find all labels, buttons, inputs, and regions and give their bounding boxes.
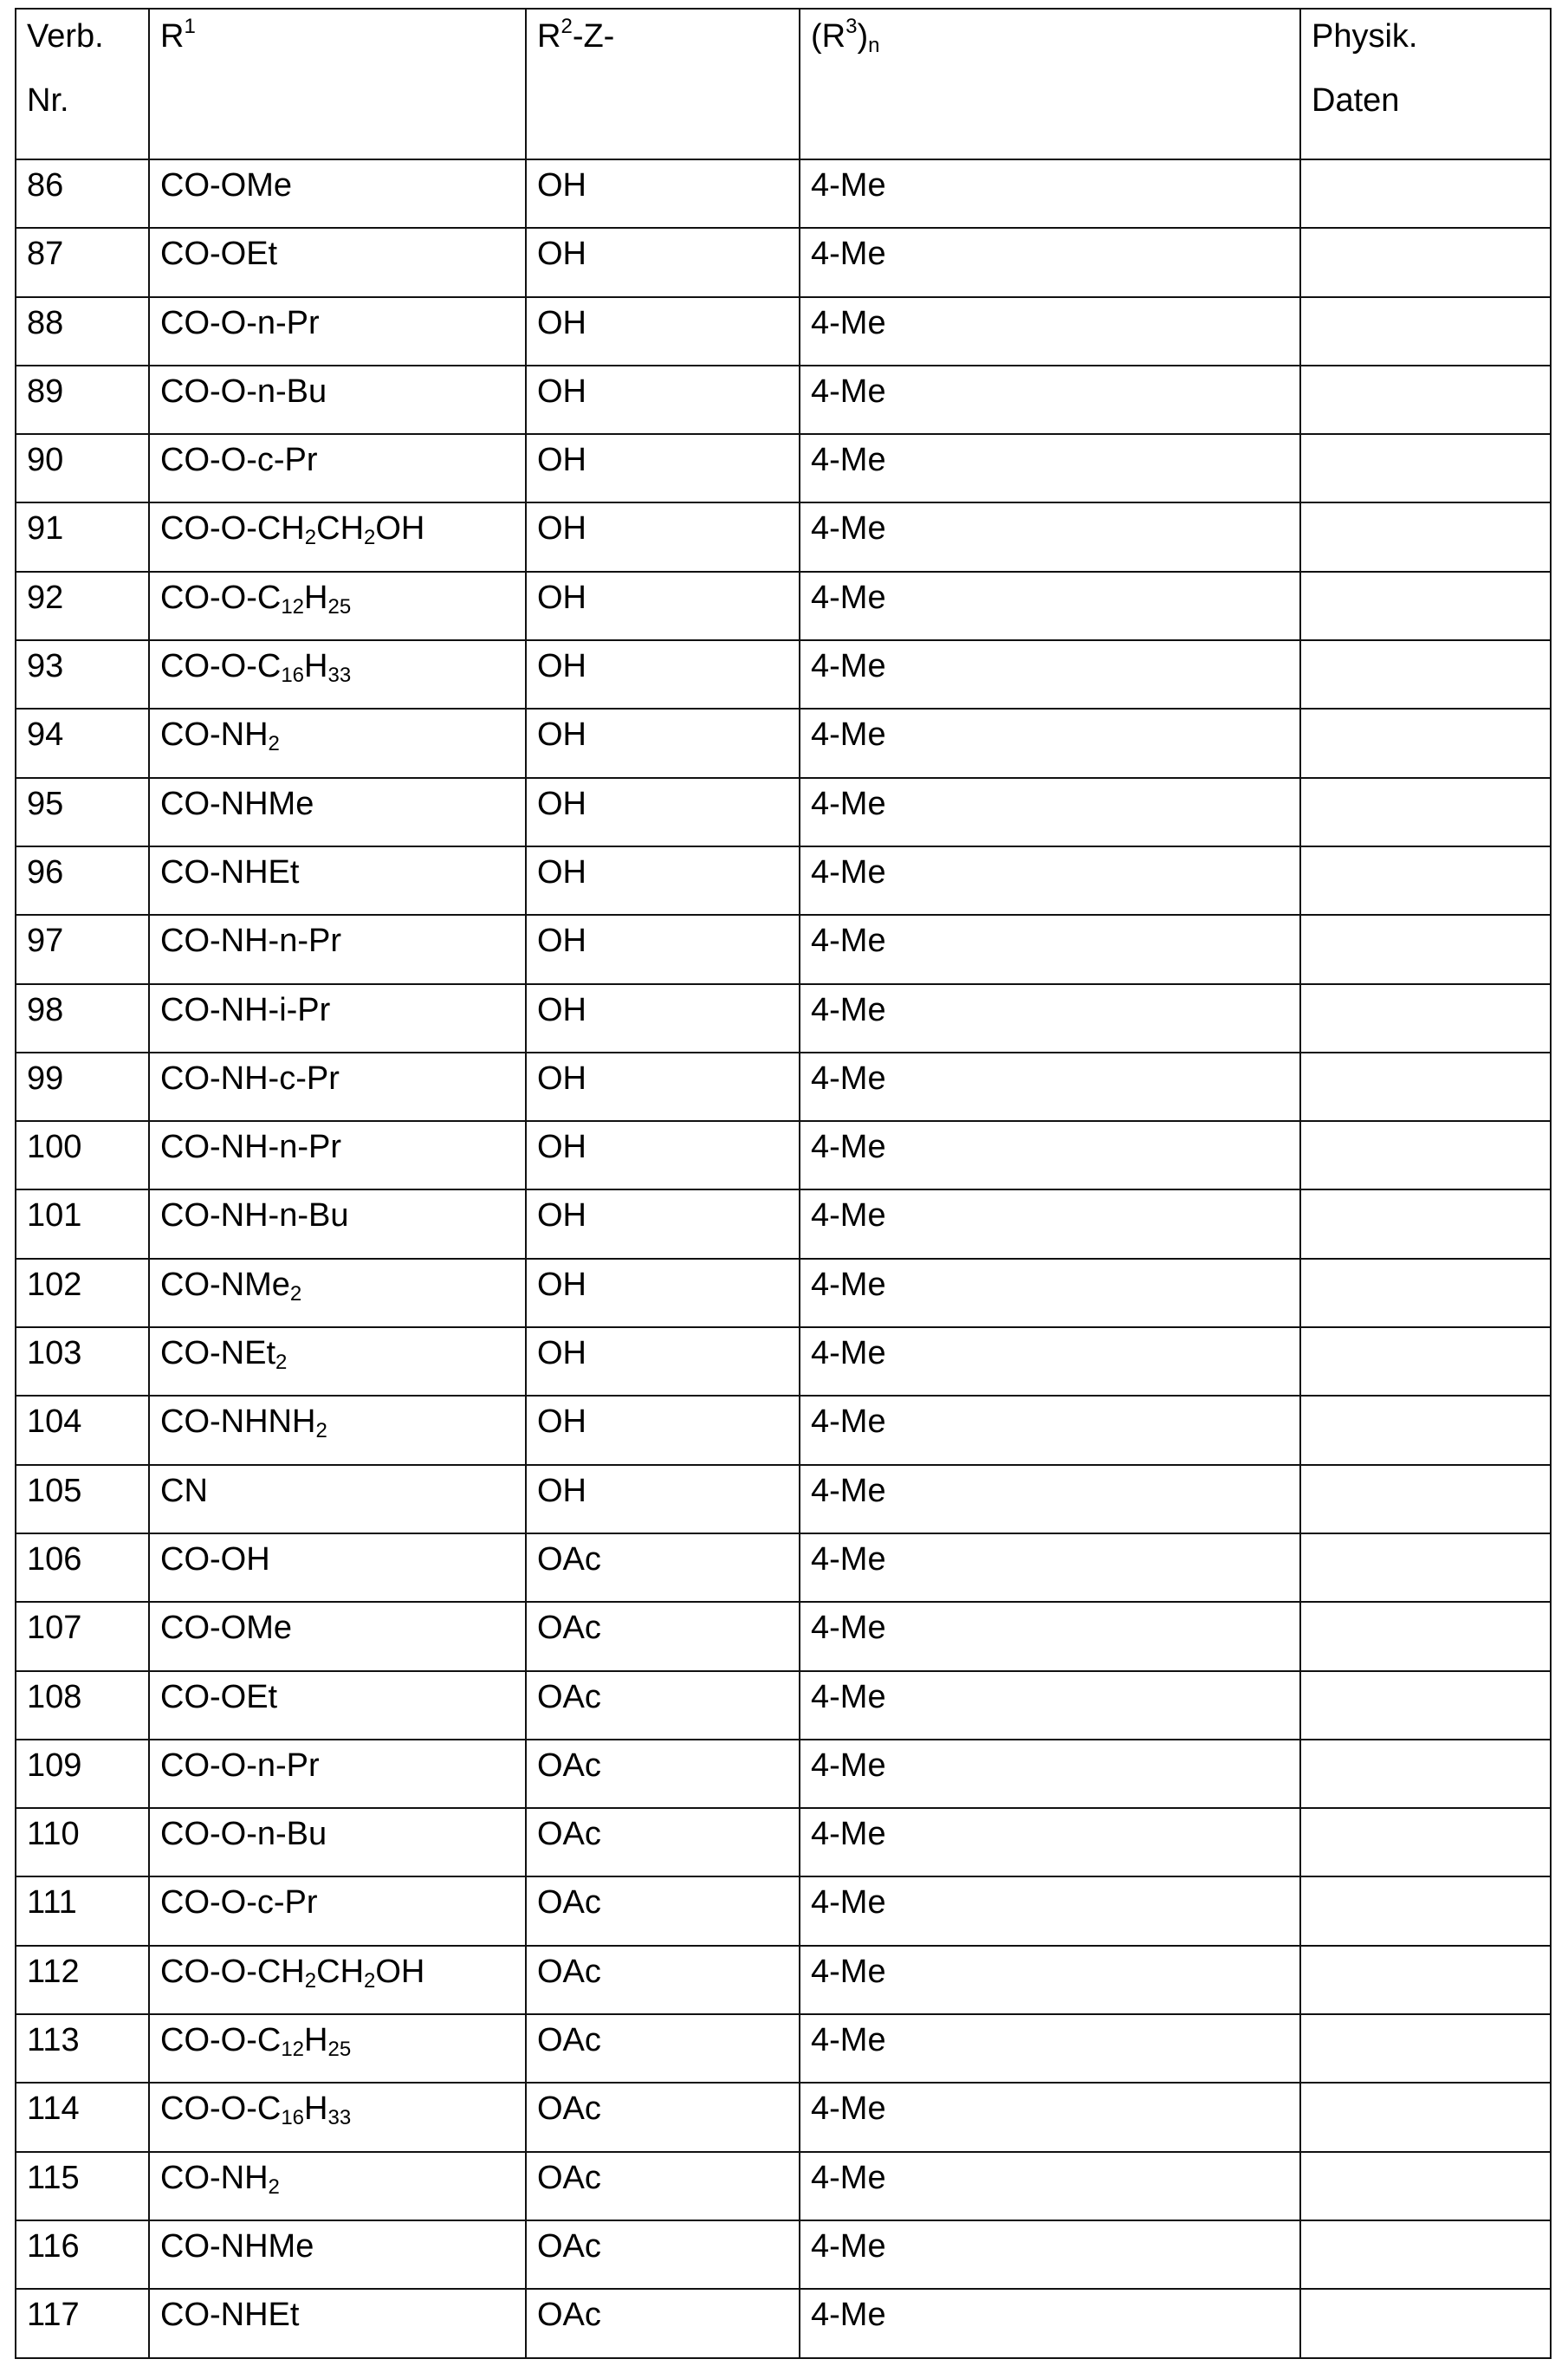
cell-verb-nr: 108	[16, 1671, 149, 1740]
cell-r3n: 4-Me	[800, 984, 1300, 1053]
r1-text: CO-NEt	[160, 1335, 275, 1372]
header-verb-nr-line1: Verb.	[27, 18, 104, 55]
cell-r3n: 4-Me	[800, 2220, 1300, 2289]
header-r2z-base: R	[537, 18, 561, 55]
cell-r3n: 4-Me	[800, 434, 1300, 502]
r1-text: CO-NHNH	[160, 1403, 316, 1441]
r1-subscript: 2	[275, 1351, 288, 1375]
r1-subscript: 2	[364, 1968, 376, 1993]
r1-text: CO-NH-i-Pr	[160, 991, 331, 1028]
cell-r1	[149, 434, 526, 502]
header-physik	[1300, 9, 1551, 159]
cell-verb-nr: 114	[16, 2083, 149, 2151]
cell-verb-nr: 102	[16, 1259, 149, 1327]
r1-subscript: 16	[281, 664, 305, 688]
r1-text: CO-O-C	[160, 579, 282, 616]
cell-verb-nr: 106	[16, 1533, 149, 1602]
r1-subscript: 16	[281, 2106, 305, 2130]
cell-r2z: OH	[526, 640, 800, 709]
header-verb-nr-line2: Nr.	[27, 82, 69, 119]
cell-r3n: 4-Me	[800, 1533, 1300, 1602]
cell-r1	[149, 2152, 526, 2220]
table-row	[16, 228, 1551, 296]
table-row	[16, 2289, 1551, 2357]
r1-subscript: 2	[268, 732, 280, 756]
table-row	[16, 2014, 1551, 2083]
header-r1	[149, 9, 526, 159]
cell-physik	[1300, 1189, 1551, 1258]
cell-verb-nr: 101	[16, 1189, 149, 1258]
cell-r3n: 4-Me	[800, 778, 1300, 846]
table-row	[16, 915, 1551, 983]
cell-verb-nr: 100	[16, 1121, 149, 1189]
table-row	[16, 366, 1551, 434]
r1-text: H	[304, 2090, 328, 2128]
cell-r2z: OH	[526, 1396, 800, 1464]
cell-r3n: 4-Me	[800, 2014, 1300, 2083]
cell-r2z: OH	[526, 1189, 800, 1258]
cell-verb-nr: 96	[16, 846, 149, 915]
cell-verb-nr: 89	[16, 366, 149, 434]
cell-r2z: OAc	[526, 1740, 800, 1808]
cell-r2z: OH	[526, 778, 800, 846]
cell-physik	[1300, 640, 1551, 709]
r1-subscript: 2	[289, 1281, 302, 1306]
cell-r2z: OH	[526, 159, 800, 228]
cell-r3n: 4-Me	[800, 2289, 1300, 2357]
cell-physik	[1300, 984, 1551, 1053]
cell-r2z: OAc	[526, 2152, 800, 2220]
cell-r1	[149, 2083, 526, 2151]
r1-text: CH	[316, 510, 365, 548]
cell-r3n: 4-Me	[800, 1876, 1300, 1945]
cell-verb-nr: 92	[16, 572, 149, 640]
cell-r2z: OAc	[526, 1876, 800, 1945]
cell-r2z: OH	[526, 572, 800, 640]
cell-verb-nr: 110	[16, 1808, 149, 1876]
cell-r1	[149, 915, 526, 983]
cell-physik	[1300, 2289, 1551, 2357]
r1-text: CO-NHEt	[160, 853, 300, 891]
cell-r1	[149, 984, 526, 1053]
r1-text: CO-OMe	[160, 167, 292, 204]
cell-physik	[1300, 366, 1551, 434]
cell-r3n: 4-Me	[800, 1808, 1300, 1876]
cell-physik	[1300, 159, 1551, 228]
r1-subscript: 2	[364, 526, 376, 550]
cell-r1	[149, 502, 526, 571]
table-row	[16, 1876, 1551, 1945]
cell-r3n: 4-Me	[800, 709, 1300, 777]
cell-physik	[1300, 1876, 1551, 1945]
cell-r1	[149, 159, 526, 228]
cell-verb-nr: 88	[16, 297, 149, 366]
cell-r2z: OAc	[526, 2014, 800, 2083]
r1-text: CO-NH-n-Pr	[160, 923, 341, 960]
table-row	[16, 1053, 1551, 1121]
table-row	[16, 502, 1551, 571]
cell-r2z: OH	[526, 366, 800, 434]
cell-r2z: OAc	[526, 1671, 800, 1740]
cell-r2z: OH	[526, 1053, 800, 1121]
r1-text: OH	[375, 510, 425, 548]
table-row	[16, 778, 1551, 846]
cell-verb-nr: 87	[16, 228, 149, 296]
cell-verb-nr: 115	[16, 2152, 149, 2220]
table-row	[16, 2083, 1551, 2151]
r1-text: CO-NH	[160, 716, 269, 754]
cell-r2z: OH	[526, 502, 800, 571]
cell-r3n: 4-Me	[800, 1327, 1300, 1396]
cell-r1	[149, 1740, 526, 1808]
r1-subscript: 25	[327, 594, 352, 619]
r1-text: CO-O-CH	[160, 510, 305, 548]
cell-r3n: 4-Me	[800, 915, 1300, 983]
r1-text: CO-NH	[160, 2159, 269, 2196]
cell-physik	[1300, 2152, 1551, 2220]
cell-physik	[1300, 502, 1551, 571]
cell-verb-nr: 93	[16, 640, 149, 709]
cell-r1	[149, 228, 526, 296]
r1-subscript: 12	[281, 594, 305, 619]
table-row	[16, 2220, 1551, 2289]
cell-r3n: 4-Me	[800, 1740, 1300, 1808]
cell-r3n: 4-Me	[800, 2152, 1300, 2220]
cell-r3n: 4-Me	[800, 366, 1300, 434]
table-row	[16, 159, 1551, 228]
r1-subscript: 2	[304, 526, 317, 550]
cell-physik	[1300, 2014, 1551, 2083]
cell-physik	[1300, 1808, 1551, 1876]
cell-r1	[149, 1327, 526, 1396]
cell-physik	[1300, 1533, 1551, 1602]
cell-physik	[1300, 778, 1551, 846]
cell-r2z: OH	[526, 1259, 800, 1327]
cell-r1	[149, 1465, 526, 1533]
r1-text: CO-NHMe	[160, 785, 314, 822]
table-row	[16, 1121, 1551, 1189]
r1-text: CO-O-n-Bu	[160, 373, 327, 410]
r1-text: CO-O-n-Bu	[160, 1816, 327, 1853]
cell-r1	[149, 1189, 526, 1258]
r1-subscript: 25	[327, 2038, 352, 2062]
cell-verb-nr: 91	[16, 502, 149, 571]
cell-verb-nr: 103	[16, 1327, 149, 1396]
cell-verb-nr: 90	[16, 434, 149, 502]
compound-table	[15, 8, 1552, 2359]
table-row	[16, 640, 1551, 709]
cell-physik	[1300, 572, 1551, 640]
cell-r3n: 4-Me	[800, 1465, 1300, 1533]
cell-r3n: 4-Me	[800, 846, 1300, 915]
cell-verb-nr: 86	[16, 159, 149, 228]
r1-text: CO-NHMe	[160, 2227, 314, 2265]
cell-physik	[1300, 2220, 1551, 2289]
cell-r3n: 4-Me	[800, 1671, 1300, 1740]
table-row	[16, 1602, 1551, 1670]
cell-physik	[1300, 1946, 1551, 2014]
cell-verb-nr: 99	[16, 1053, 149, 1121]
cell-r2z: OAc	[526, 1533, 800, 1602]
cell-r2z: OH	[526, 984, 800, 1053]
header-r3n-sub: n	[868, 34, 880, 57]
cell-r2z: OH	[526, 846, 800, 915]
table-row	[16, 1740, 1551, 1808]
table-row	[16, 1946, 1551, 2014]
table-row	[16, 709, 1551, 777]
cell-physik	[1300, 1327, 1551, 1396]
cell-r1	[149, 366, 526, 434]
r1-text: CO-NH-c-Pr	[160, 1060, 340, 1097]
table-row	[16, 297, 1551, 366]
cell-physik	[1300, 297, 1551, 366]
cell-physik	[1300, 709, 1551, 777]
cell-r3n: 4-Me	[800, 1259, 1300, 1327]
cell-physik	[1300, 1465, 1551, 1533]
cell-r3n: 4-Me	[800, 1946, 1300, 2014]
header-r1-base: R	[160, 18, 185, 55]
cell-r3n: 4-Me	[800, 228, 1300, 296]
header-verb-nr	[16, 9, 149, 159]
cell-r3n: 4-Me	[800, 2083, 1300, 2151]
table-row	[16, 2152, 1551, 2220]
cell-r3n: 4-Me	[800, 502, 1300, 571]
header-r2z-rest: -Z-	[572, 18, 615, 55]
cell-verb-nr: 113	[16, 2014, 149, 2083]
table-row	[16, 1189, 1551, 1258]
header-r3n	[800, 9, 1300, 159]
cell-r2z: OH	[526, 1327, 800, 1396]
cell-physik	[1300, 1053, 1551, 1121]
cell-r3n: 4-Me	[800, 1053, 1300, 1121]
r1-text: CN	[160, 1472, 208, 1509]
cell-verb-nr: 109	[16, 1740, 149, 1808]
r1-text: CO-NH-n-Pr	[160, 1129, 341, 1166]
cell-r1	[149, 1121, 526, 1189]
r1-text: CO-OEt	[160, 236, 278, 273]
r1-text: CO-OMe	[160, 1610, 292, 1647]
cell-r3n: 4-Me	[800, 572, 1300, 640]
cell-r1	[149, 1396, 526, 1464]
cell-r2z: OH	[526, 1121, 800, 1189]
cell-physik	[1300, 1121, 1551, 1189]
cell-r1	[149, 297, 526, 366]
cell-r1	[149, 2220, 526, 2289]
r1-text: H	[304, 648, 328, 685]
cell-verb-nr: 105	[16, 1465, 149, 1533]
r1-text: CO-O-C	[160, 648, 282, 685]
cell-verb-nr: 104	[16, 1396, 149, 1464]
r1-text: CO-O-c-Pr	[160, 442, 318, 479]
r1-text: OH	[375, 1953, 425, 1990]
header-row	[16, 9, 1551, 159]
table-row	[16, 1808, 1551, 1876]
cell-r1	[149, 2289, 526, 2357]
cell-r1	[149, 778, 526, 846]
cell-r2z: OAc	[526, 2289, 800, 2357]
r1-text: CO-NHEt	[160, 2297, 300, 2334]
cell-r1	[149, 709, 526, 777]
cell-r2z: OAc	[526, 1946, 800, 2014]
header-r2z-sup: 2	[560, 15, 573, 38]
cell-physik	[1300, 1602, 1551, 1670]
cell-physik	[1300, 1396, 1551, 1464]
cell-verb-nr: 97	[16, 915, 149, 983]
cell-r3n: 4-Me	[800, 1396, 1300, 1464]
cell-physik	[1300, 1740, 1551, 1808]
cell-physik	[1300, 1671, 1551, 1740]
r1-subscript: 12	[281, 2038, 305, 2062]
r1-text: CO-O-n-Pr	[160, 1747, 320, 1784]
cell-verb-nr: 116	[16, 2220, 149, 2289]
cell-r3n: 4-Me	[800, 159, 1300, 228]
r1-subscript: 2	[315, 1419, 327, 1443]
table-header	[16, 9, 1551, 159]
r1-text: CO-NMe	[160, 1266, 290, 1303]
cell-r3n: 4-Me	[800, 1602, 1300, 1670]
table-row	[16, 1259, 1551, 1327]
cell-r2z: OAc	[526, 2220, 800, 2289]
r1-text: CH	[316, 1953, 365, 1990]
r1-text: CO-O-C	[160, 2022, 282, 2059]
table-row	[16, 1671, 1551, 1740]
cell-r2z: OH	[526, 1465, 800, 1533]
cell-verb-nr: 112	[16, 1946, 149, 2014]
header-r3n-sup: 3	[846, 15, 858, 38]
header-r2z	[526, 9, 800, 159]
cell-r1	[149, 1602, 526, 1670]
r1-subscript: 33	[327, 2106, 352, 2130]
cell-r3n: 4-Me	[800, 1121, 1300, 1189]
table-row	[16, 1533, 1551, 1602]
table-row	[16, 1327, 1551, 1396]
cell-r1	[149, 846, 526, 915]
table-body	[16, 159, 1551, 2358]
cell-physik	[1300, 915, 1551, 983]
cell-r1	[149, 572, 526, 640]
cell-r2z: OH	[526, 434, 800, 502]
cell-physik	[1300, 2083, 1551, 2151]
cell-r1	[149, 1946, 526, 2014]
cell-verb-nr: 107	[16, 1602, 149, 1670]
cell-r2z: OH	[526, 228, 800, 296]
r1-text: CO-O-C	[160, 2090, 282, 2128]
r1-text: H	[304, 2022, 328, 2059]
r1-text: CO-O-n-Pr	[160, 304, 320, 341]
r1-subscript: 2	[304, 1968, 317, 1993]
table-row	[16, 572, 1551, 640]
cell-r1	[149, 1259, 526, 1327]
r1-text: CO-O-c-Pr	[160, 1884, 318, 1922]
table-row	[16, 434, 1551, 502]
cell-r2z: OAc	[526, 1808, 800, 1876]
cell-physik	[1300, 434, 1551, 502]
table-row	[16, 1396, 1551, 1464]
r1-subscript: 33	[327, 664, 352, 688]
header-r3n-close: )	[857, 18, 869, 55]
header-r3n-open: (R	[811, 18, 846, 55]
cell-r2z: OH	[526, 709, 800, 777]
cell-r1	[149, 1808, 526, 1876]
cell-verb-nr: 98	[16, 984, 149, 1053]
cell-r1	[149, 1533, 526, 1602]
cell-r3n: 4-Me	[800, 640, 1300, 709]
cell-r1	[149, 1671, 526, 1740]
table-row	[16, 1465, 1551, 1533]
cell-verb-nr: 95	[16, 778, 149, 846]
cell-r1	[149, 2014, 526, 2083]
cell-r1	[149, 1876, 526, 1945]
cell-physik	[1300, 228, 1551, 296]
r1-subscript: 2	[268, 2174, 280, 2199]
cell-r1	[149, 1053, 526, 1121]
cell-verb-nr: 111	[16, 1876, 149, 1945]
r1-text: CO-OH	[160, 1540, 270, 1578]
r1-text: H	[304, 579, 328, 616]
r1-text: CO-OEt	[160, 1678, 278, 1715]
cell-r1	[149, 640, 526, 709]
cell-verb-nr: 94	[16, 709, 149, 777]
cell-r3n: 4-Me	[800, 1189, 1300, 1258]
cell-r2z: OAc	[526, 1602, 800, 1670]
cell-r2z: OH	[526, 915, 800, 983]
table-row	[16, 846, 1551, 915]
cell-r2z: OH	[526, 297, 800, 366]
cell-verb-nr: 117	[16, 2289, 149, 2357]
cell-physik	[1300, 846, 1551, 915]
header-physik-line1: Physik.	[1312, 18, 1418, 55]
r1-text: CO-O-CH	[160, 1953, 305, 1990]
cell-r3n: 4-Me	[800, 297, 1300, 366]
r1-text: CO-NH-n-Bu	[160, 1197, 349, 1235]
table-row	[16, 984, 1551, 1053]
cell-physik	[1300, 1259, 1551, 1327]
cell-r2z: OAc	[526, 2083, 800, 2151]
header-r1-sup: 1	[184, 15, 196, 38]
header-physik-line2: Daten	[1312, 82, 1400, 119]
